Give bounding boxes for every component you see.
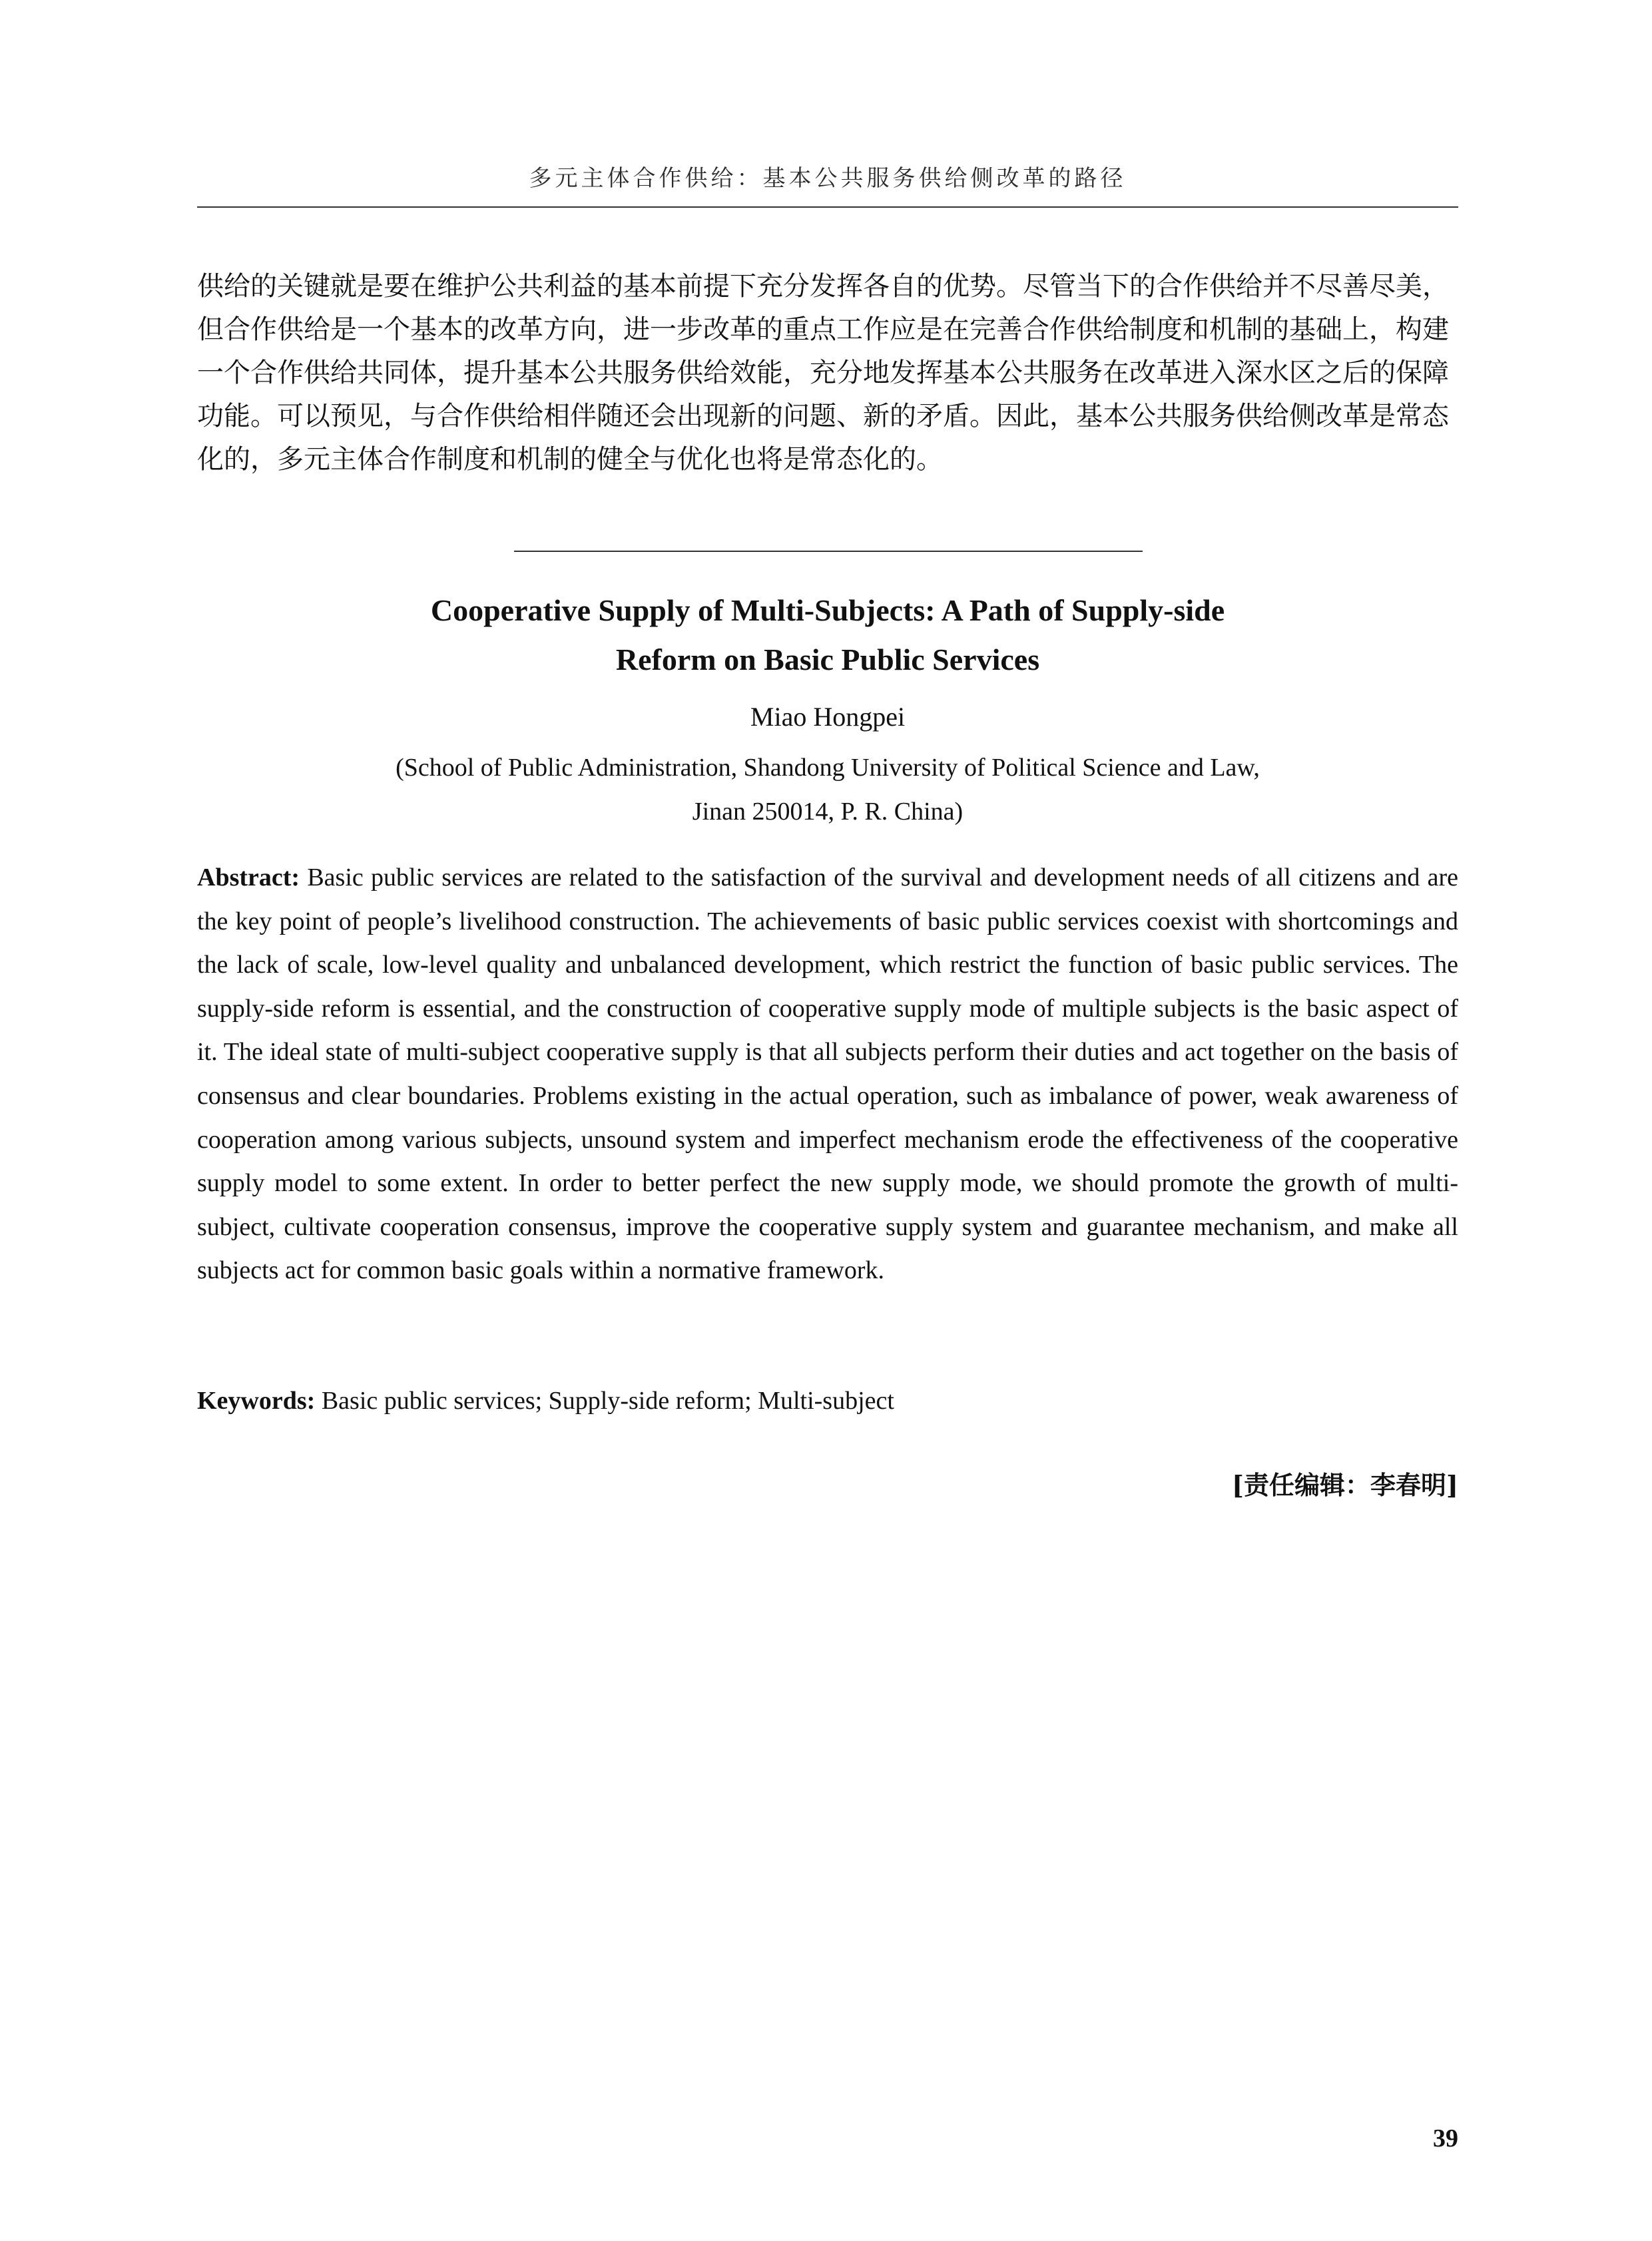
english-title-line-1: Cooperative Supply of Multi-Subjects: A Path of Supply-side xyxy=(430,593,1225,627)
editor-note: [责任编辑：李春明] xyxy=(1232,1470,1458,1500)
english-title xyxy=(197,586,1458,684)
abstract-label: Abstract: xyxy=(197,864,300,891)
author-name: Miao Hongpei xyxy=(750,702,906,732)
page-number: 39 xyxy=(1433,2124,1458,2152)
keywords-label: Keywords: xyxy=(197,1387,316,1415)
header-rule xyxy=(197,206,1458,208)
chinese-body xyxy=(197,265,1458,481)
keywords-text: Basic public services; Supply-side reform; Multi-subject xyxy=(315,1387,894,1415)
keywords xyxy=(197,1386,1458,1415)
affiliation xyxy=(197,746,1458,834)
english-title-line-2: Reform on Basic Public Services xyxy=(615,642,1040,676)
running-header: 多元主体合作供给：基本公共服务供给侧改革的路径 xyxy=(529,165,1127,192)
affiliation-line-2: Jinan 250014, P. R. China) xyxy=(692,798,964,826)
abstract xyxy=(197,856,1458,1293)
section-separator xyxy=(514,551,1143,552)
affiliation-line-1: (School of Public Administration, Shandong University of Political Science and Law, xyxy=(396,754,1260,782)
abstract-text: Basic public services are related to the satisfaction of the survival and development needs of all citizens and are the key point of people’s livelihood construction. The achievements of basic public services coexist with shortcomings and the lack of scale, low-level quality and unbalanced development, which restrict the function of basic public services. The supply-side reform is essential, and the construction of cooperative supply mode of multiple subjects is the basic aspect of it. The ideal state of multi-subject cooperative supply is that all subjects perform their duties and act together on the basis of consensus and clear boundaries. Problems existing in the actual operation, such as imbalance of power, weak awareness of cooperation among various subjects, unsound system and imperfect mechanism erode the effectiveness of the cooperative supply model to some extent. In order to better perfect the new supply mode, we should promote the growth of multi-subject, cultivate cooperation consensus, improve the cooperative supply system and guarantee mechanism, and make all subjects act for common basic goals within a normative framework. xyxy=(197,864,1458,1285)
chinese-paragraph: 供给的关键就是要在维护公共利益的基本前提下充分发挥各自的优势。尽管当下的合作供给并不尽善尽美，但合作供给是一个基本的改革方向，进一步改革的重点工作应是在完善合作供给制度和机制的基础上，构建一个合作供给共同体，提升基本公共服务供给效能，充分地发挥基本公共服务在改革进入深水区之后的保障功能。可以预见，与合作供给相伴随还会出现新的问题、新的矛盾。因此，基本公共服务供给侧改革是常态化的，多元主体合作制度和机制的健全与优化也将是常态化的。 xyxy=(197,271,1449,475)
